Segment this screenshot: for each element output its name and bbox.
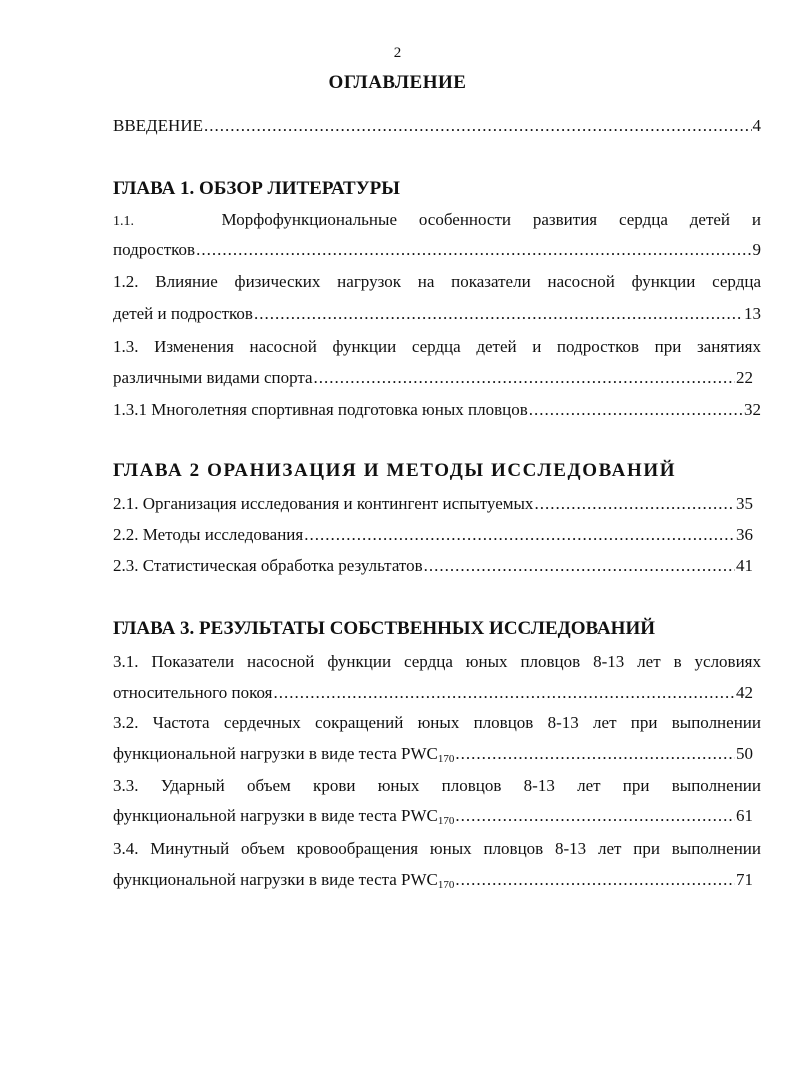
toc-entry-3-1-line1[interactable] bbox=[113, 652, 761, 672]
toc-entry-2-1[interactable] bbox=[113, 494, 753, 514]
chapter-2-heading: ГЛАВА 2 ОРАНИЗАЦИЯ И МЕТОДЫ ИССЛЕДОВАНИЙ bbox=[113, 460, 677, 481]
toc-entry-1-3-line2[interactable] bbox=[113, 368, 753, 388]
leader-dots bbox=[529, 400, 743, 420]
toc-page-ref: 42 bbox=[736, 683, 753, 702]
toc-entry-label: 3.2. Частота сердечных сокращений юных пловцов 8-13 лет при выполнении bbox=[113, 713, 761, 732]
leader-dots bbox=[314, 368, 735, 388]
toc-entry-label bbox=[113, 870, 454, 891]
toc-entry-label: ВВЕДЕНИЕ bbox=[113, 116, 203, 135]
toc-entry-1-1-line1[interactable] bbox=[113, 210, 761, 230]
toc-entry-3-3-line1[interactable] bbox=[113, 776, 761, 796]
toc-entry-label: 2.3. Статистическая обработка результатов bbox=[113, 556, 423, 575]
page-number: 2 bbox=[393, 45, 402, 61]
toc-entry-1-3-line1[interactable] bbox=[113, 337, 761, 357]
toc-entry-3-4-line1[interactable] bbox=[113, 839, 761, 859]
subscript: 170 bbox=[437, 753, 455, 765]
toc-entry-2-2[interactable] bbox=[113, 525, 753, 545]
toc-entry-label: детей и подростков bbox=[113, 304, 253, 323]
subscript: 170 bbox=[437, 879, 455, 891]
toc-entry-label: подростков bbox=[113, 240, 196, 259]
toc-entry-1-3-1[interactable] bbox=[113, 400, 761, 420]
toc-page-ref: 13 bbox=[744, 304, 761, 323]
toc-entry-3-2-line2[interactable] bbox=[113, 744, 753, 765]
toc-page-ref: 35 bbox=[736, 494, 753, 513]
toc-entry-label: 3.4. Минутный объем кровообращения юных пловцов 8-13 лет при выполнении bbox=[113, 839, 761, 858]
section-number: 1.1. bbox=[113, 214, 134, 229]
toc-page-ref: 41 bbox=[736, 556, 753, 575]
toc-entry-1-2-line2[interactable] bbox=[113, 304, 761, 324]
toc-entry-3-1-line2[interactable] bbox=[113, 683, 753, 703]
toc-entry-label: 3.3. Ударный объем крови юных пловцов 8-13 лет при выполнении bbox=[113, 776, 761, 795]
leader-dots bbox=[455, 744, 735, 764]
leader-dots bbox=[534, 494, 735, 514]
toc-page-ref: 9 bbox=[752, 240, 761, 259]
toc-page-ref: 36 bbox=[736, 525, 753, 544]
leader-dots bbox=[204, 116, 752, 136]
toc-entry-3-2-line1[interactable] bbox=[113, 713, 761, 733]
toc-entry-label: Морфофункциональные особенности развития сердца детей и bbox=[221, 210, 762, 229]
leader-dots bbox=[424, 556, 735, 576]
toc-entry-label: различными видами спорта bbox=[113, 368, 313, 387]
toc-entry-label bbox=[113, 744, 454, 765]
toc-page-ref: 61 bbox=[736, 806, 753, 825]
toc-entry-1-1-line2[interactable] bbox=[113, 240, 761, 260]
toc-entry-label: 2.2. Методы исследования bbox=[113, 525, 304, 544]
leader-dots bbox=[455, 806, 735, 826]
toc-page-ref: 22 bbox=[736, 368, 753, 387]
toc-entry-3-3-line2[interactable] bbox=[113, 806, 753, 827]
toc-entry-label: 3.1. Показатели насосной функции сердца юных пловцов 8-13 лет в условиях bbox=[113, 652, 761, 671]
toc-entry-label: 1.2. Влияние физических нагрузок на показатели насосной функции сердца bbox=[113, 272, 761, 291]
toc-entry-text: функциональной нагрузки в виде теста PWC bbox=[113, 806, 438, 825]
leader-dots bbox=[254, 304, 743, 324]
leader-dots bbox=[273, 683, 735, 703]
toc-page-ref: 50 bbox=[736, 744, 753, 763]
toc-entry-label: 1.3. Изменения насосной функции сердца детей и подростков при занятиях bbox=[113, 337, 761, 356]
toc-page-ref: 4 bbox=[752, 116, 761, 135]
toc-page-ref: 71 bbox=[736, 870, 753, 889]
leader-dots bbox=[196, 240, 751, 260]
chapter-1-heading: ГЛАВА 1. ОБЗОР ЛИТЕРАТУРЫ bbox=[113, 178, 400, 199]
toc-entry-label bbox=[113, 806, 454, 827]
toc-page-ref: 32 bbox=[744, 400, 761, 419]
toc-entry-text: функциональной нагрузки в виде теста PWC bbox=[113, 870, 438, 889]
toc-entry-3-4-line2[interactable] bbox=[113, 870, 753, 891]
toc-title: ОГЛАВЛЕНИЕ bbox=[328, 72, 467, 93]
leader-dots bbox=[304, 525, 735, 545]
toc-entry-text: функциональной нагрузки в виде теста PWC bbox=[113, 744, 438, 763]
chapter-3-heading: ГЛАВА 3. РЕЗУЛЬТАТЫ СОБСТВЕННЫХ ИССЛЕДОВАНИЙ bbox=[113, 618, 656, 639]
toc-entry-label: относительного покоя bbox=[113, 683, 273, 702]
toc-entry-intro[interactable] bbox=[113, 116, 761, 136]
toc-entry-2-3[interactable] bbox=[113, 556, 753, 576]
toc-entry-label: 2.1. Организация исследования и контингент испытуемых bbox=[113, 494, 534, 513]
toc-entry-1-2-line1[interactable] bbox=[113, 272, 761, 292]
subscript: 170 bbox=[437, 815, 455, 827]
leader-dots bbox=[455, 870, 735, 890]
toc-entry-label: 1.3.1 Многолетняя спортивная подготовка юных пловцов bbox=[113, 400, 528, 419]
